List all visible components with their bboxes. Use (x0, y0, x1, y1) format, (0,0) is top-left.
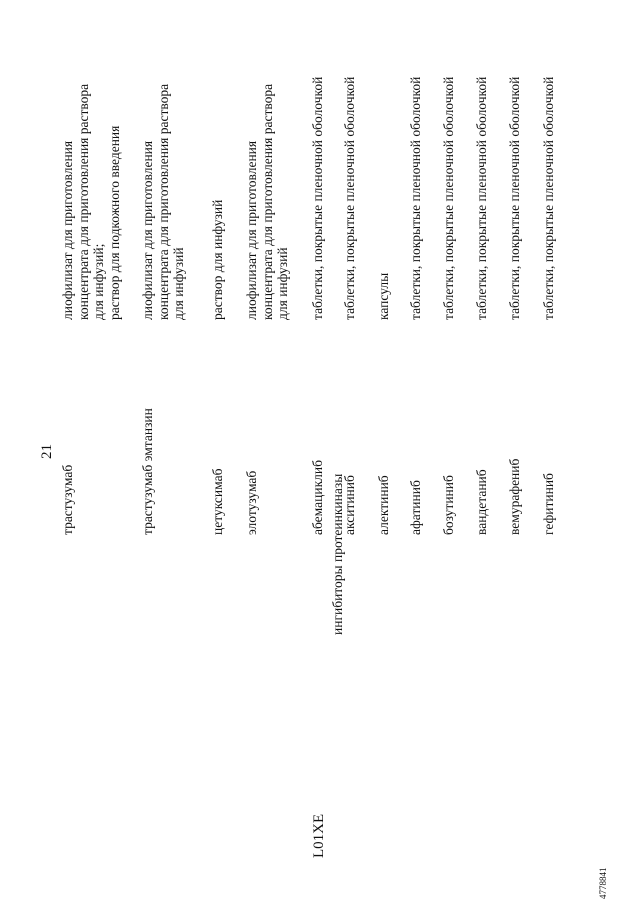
dosage-form (60, 0, 122, 320)
dosage-form-line: таблетки, покрытые пленочной оболочкой (541, 76, 556, 320)
dosage-form-line: лиофилизат для приготовления (244, 140, 259, 320)
dosage-form (310, 0, 326, 320)
drug-name: абемациклиб (310, 460, 325, 535)
drug-name: цетуксимаб (210, 468, 225, 535)
dosage-form-line: концентрата для приготовления раствора (259, 83, 275, 320)
dosage-form-line: лиофилизат для приготовления (140, 140, 155, 320)
dosage-form-line: таблетки, покрытые пленочной оболочкой (474, 76, 489, 320)
dosage-form-line: лиофилизат для приготовления (60, 140, 75, 320)
drug-name: вандетаниб (474, 469, 489, 535)
dosage-form (140, 0, 187, 320)
drug-name: трастузумаб эмтанзин (140, 408, 155, 535)
group-name: ингибиторы протеинкиназы (330, 473, 345, 635)
dosage-form-line: для инфузий (171, 247, 186, 320)
drug-name: алектиниб (376, 475, 391, 535)
dosage-form-line: таблетки, покрытые пленочной оболочкой (310, 76, 325, 320)
dosage-form-line: раствор для инфузий (210, 199, 225, 320)
drug-name: гефитиниб (541, 473, 556, 535)
dosage-form (342, 0, 358, 320)
dosage-form (376, 0, 392, 320)
dosage-form (244, 0, 291, 320)
dosage-form (507, 0, 523, 320)
drug-name: элотузумаб (244, 470, 259, 535)
drug-name: трастузумаб (60, 464, 75, 535)
dosage-form (408, 0, 424, 320)
dosage-form-line: таблетки, покрытые пленочной оболочкой (408, 76, 423, 320)
dosage-form-line: таблетки, покрытые пленочной оболочкой (342, 76, 357, 320)
drug-name: вемурафениб (507, 458, 522, 535)
drug-name: бозутиниб (441, 475, 456, 535)
dosage-form (474, 0, 490, 320)
dosage-form-line: раствор для подкожного введения (106, 125, 122, 320)
drug-name: афатиниб (408, 480, 423, 535)
dosage-form-line: для инфузий (275, 247, 290, 320)
dosage-form (210, 0, 226, 320)
dosage-form-line: таблетки, покрытые пленочной оболочкой (441, 76, 456, 320)
page-number: 21 (39, 444, 55, 459)
dosage-form-line: капсулы (376, 272, 391, 320)
drug-name: акситиниб (342, 475, 357, 535)
dosage-form-line: концентрата для приготовления раствора (75, 83, 91, 320)
dosage-form-line: для инфузий; (91, 243, 106, 320)
dosage-form (541, 0, 557, 320)
dosage-form-line: таблетки, покрытые пленочной оболочкой (507, 76, 522, 320)
atc-code: L01XE (311, 813, 327, 858)
dosage-form-line: концентрата для приготовления раствора (155, 83, 171, 320)
dosage-form (441, 0, 457, 320)
document-id: 4778841 (598, 867, 608, 899)
